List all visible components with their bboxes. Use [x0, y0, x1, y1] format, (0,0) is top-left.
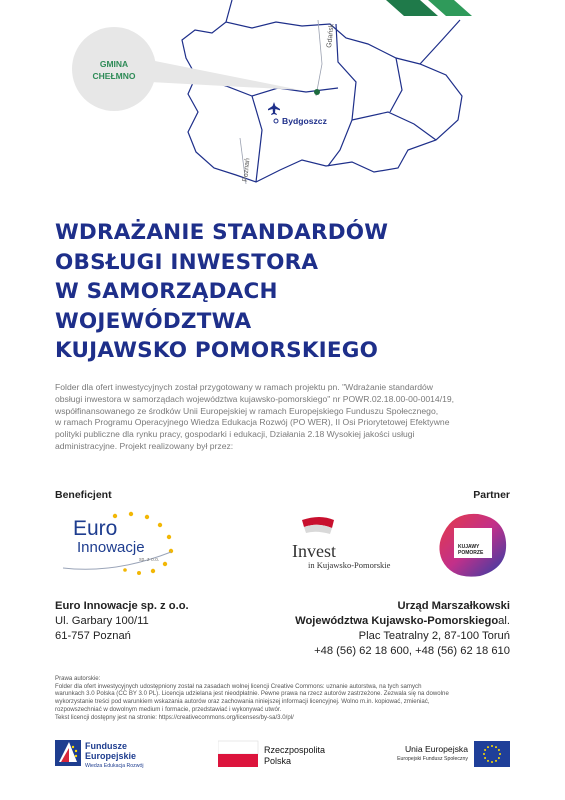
kp-logo-line2: POMORZE	[458, 550, 484, 556]
intro-line: Folder dla ofert inwestycyjnych został przygotowany w ramach projektu pn. "Wdrażanie standardów	[55, 382, 434, 392]
eu-star-icon	[487, 746, 489, 748]
corner-stripes	[386, 0, 472, 16]
copyright-line: wykorzystanie treści pod warunkiem wskazania autorów oraz zachowania niniejszej informacji licencyjnej. Wolno m.in. kopiować, zmieniać,	[55, 698, 430, 706]
title-line-2: OBSŁUGI INWESTORA	[55, 249, 319, 275]
road-label-poznan: Poznań	[242, 157, 252, 183]
partner-heading: Partner	[473, 489, 510, 501]
intro-line: obsługi inwestora w samorządach województwa kujawsko-pomorskiego" nr POWR.02.18.00-00-0014/19,	[55, 393, 455, 404]
location-bubble	[72, 27, 156, 111]
copyright-line: rozpowszechniać w dowolnym medium i formacie, przedstawiać i wykonywać utwór.	[55, 705, 282, 713]
copyright-line: Tekst licencji dostępny jest na stronie: https://creativecommons.org/licenses/by-sa/3.0/pl/	[55, 713, 294, 721]
invest-logo-main: Invest	[292, 541, 336, 561]
title-line-1: WDRAŻANIE STANDARDÓW	[55, 220, 389, 245]
partner-name-line2	[295, 614, 510, 629]
beneficiary-name: Euro Innowacje sp. z o.o.	[55, 600, 189, 612]
eu-star-icon	[484, 757, 486, 759]
title-line-4: WOJEWÓDZTWA	[55, 308, 252, 334]
partner-phones: +48 (56) 62 18 600, +48 (56) 62 18 610	[314, 645, 510, 657]
eu-star-icon	[491, 745, 493, 747]
beneficiary-address	[55, 599, 189, 644]
copyright-notice	[55, 675, 515, 721]
beneficiary-heading: Beneficjent	[55, 489, 112, 501]
eu-star-icon	[495, 760, 497, 762]
eu-star-icon	[487, 760, 489, 762]
beneficiary-street: Ul. Garbary 100/11	[55, 615, 149, 627]
eu-star-icon	[499, 753, 501, 755]
euro-logo-line1: Euro	[73, 517, 118, 540]
document-title	[55, 218, 388, 366]
title-line-5: KUJAWSKO POMORSKIEGO	[55, 338, 379, 363]
eu-star-icon	[491, 761, 493, 763]
city-label: Bydgoszcz	[282, 116, 327, 126]
partner-name-line1: Urząd Marszałkowski	[397, 600, 510, 612]
roads	[240, 20, 322, 184]
map-boundaries	[182, 0, 462, 182]
eu-star-icon	[498, 749, 500, 751]
euro-logo-sub: sp. z o.o.	[139, 557, 160, 563]
rzeczpospolita-polska-logo	[218, 740, 338, 770]
ue-logo-line2: Europejski Fundusz Społeczny	[397, 756, 468, 762]
copyright-line: warunkach 3.0 Polska (CC BY 3.0 PL). Licencja udzielana jest nieodpłatnie. Pewne prawa na rzecz autorów zastrzeżone. Zezwala się na dowolne	[55, 690, 449, 698]
copyright-line: Folder dla ofert inwestycyjnych udostępniony został na zasadach wolnej licencji Creative Commons: uznanie autorstwa, na tych samych	[55, 682, 422, 690]
location-map	[0, 0, 565, 200]
intro-line: współfinansowanego ze środków Unii Europejskiej w ramach Europejskiego Funduszu Społecznego,	[55, 405, 439, 416]
kp-logo-line1: KUJAWY	[458, 544, 480, 550]
unia-europejska-label	[380, 744, 468, 762]
fe-logo-line3: Wiedza Edukacja Rozwój	[85, 763, 144, 769]
intro-line: w ramach Programu Operacyjnego Wiedza Edukacja Rozwój (PO WER), II Osi Priorytetowej Efektywne	[55, 417, 450, 428]
bubble-pointer	[150, 60, 300, 90]
fundusze-europejskie-logo	[55, 738, 155, 770]
eu-flag-icon	[474, 741, 510, 767]
partner-name-bold: Województwa Kujawsko-Pomorskiego	[295, 615, 499, 627]
fe-logo-line1: Fundusze	[85, 741, 127, 751]
partner-name-suffix: al.	[498, 615, 510, 627]
bubble-label-line1: GMINA	[99, 59, 129, 69]
city-dot-icon	[274, 119, 278, 123]
eu-star-icon	[484, 749, 486, 751]
partner-address	[295, 599, 510, 659]
kujawy-pomorze-logo	[434, 510, 510, 580]
road-label-gdansk: Gdańsk	[326, 23, 336, 49]
intro-line: polityki publiczne dla rynku pracy, gospodarki i edukacji, Działania 2.18 Wysokiej jakości usługi	[55, 429, 415, 440]
partner-street: Plac Teatralny 2, 87-100 Toruń	[358, 630, 510, 642]
fe-logo-line2: Europejskie	[85, 751, 137, 761]
eu-star-icon	[495, 746, 497, 748]
ue-logo-line1: Unia Europejska	[404, 744, 468, 754]
beneficiary-city: 61-757 Poznań	[55, 630, 131, 642]
airplane-icon	[268, 102, 280, 115]
invest-logo-sub: in Kujawsko-Pomorskie	[308, 560, 391, 570]
intro-paragraph	[55, 382, 515, 453]
rp-logo-line2: Polska	[264, 756, 292, 766]
euro-innowacje-logo	[55, 508, 180, 576]
euro-logo-line2: Innowacje	[77, 539, 145, 556]
eu-star-icon	[483, 753, 485, 755]
location-marker	[314, 89, 320, 95]
intro-line: administracyjne. Projekt realizowany był przez:	[55, 440, 234, 451]
title-line-3: W SAMORZĄDACH	[55, 279, 278, 304]
rp-logo-line1: Rzeczpospolita	[264, 745, 326, 755]
invest-in-kujawsko-pomorskie-logo	[288, 512, 448, 572]
bubble-label-line2: CHEŁMNO	[92, 71, 136, 81]
eu-star-icon	[498, 757, 500, 759]
copyright-line: Prawa autorskie:	[55, 675, 101, 682]
